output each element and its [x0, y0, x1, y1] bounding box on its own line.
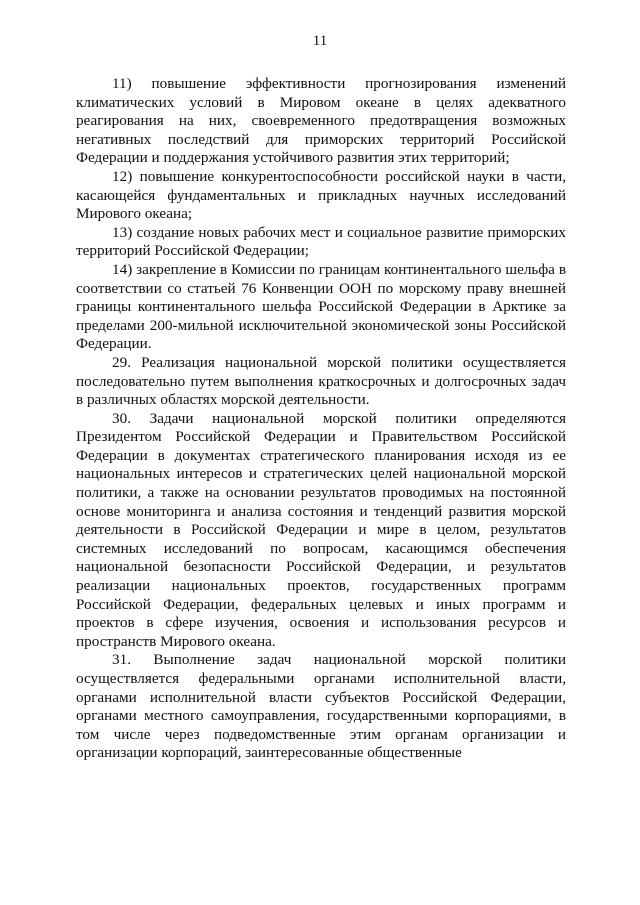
paragraph-section-29: 29. Реализация национальной морской политики осуществляется последовательно путем выполнения краткосрочных и долгосрочных задач в различных областях морской деятельности. [76, 353, 566, 409]
paragraph-item-14: 14) закрепление в Комиссии по границам континентального шельфа в соответствии со статьей 76 Конвенции ООН по морскому праву внешней границы континентального шельфа Российской Федерации в Арктике за пределами 200-мильной исключительной экономической зоны Российской Федерации. [76, 260, 566, 353]
page-number: 11 [312, 33, 328, 49]
paragraph-section-30: 30. Задачи национальной морской политики определяются Президентом Российской Федерации и Правительством Российской Федерации в документах стратегического планирования исходя из ее национальных интересов и стратегических целей национальной морской политики, а также на основании результатов проводимых на постоянной основе мониторинга и анализа состояния и тенденций развития морской деятельности в Российской Федерации и мире в целом, результатов системных исследований по вопросам, касающимся обеспечения национальной безопасности Российской Федерации, и результатов реализации национальных проектов, государственных программ Российской Федерации, федеральных целевых и иных программ и проектов в сфере изучения, освоения и использования ресурсов и пространств Мирового океана. [76, 409, 566, 650]
paragraph-item-13: 13) создание новых рабочих мест и социальное развитие приморских территорий Российской Федерации; [76, 223, 566, 260]
paragraph-item-12: 12) повышение конкурентоспособности российской науки в части, касающейся фундаментальных и прикладных научных исследований Мирового океана; [76, 167, 566, 223]
paragraph-section-31: 31. Выполнение задач национальной морской политики осуществляется федеральными органами исполнительной власти, органами исполнительной власти субъектов Российской Федерации, органами местного самоуправления, государственными корпорациями, в том числе через подведомственные этим органам организации и организации корпораций, заинтересованные общественные [76, 651, 566, 762]
paragraph-item-11: 11) повышение эффективности прогнозирования изменений климатических условий в Мировом океане в целях адекватного реагирования на них, своевременного предотвращения возможных негативных последствий для приморских территорий Российской Федерации и поддержания устойчивого развития этих территорий; [76, 75, 566, 167]
document-body [76, 75, 566, 763]
